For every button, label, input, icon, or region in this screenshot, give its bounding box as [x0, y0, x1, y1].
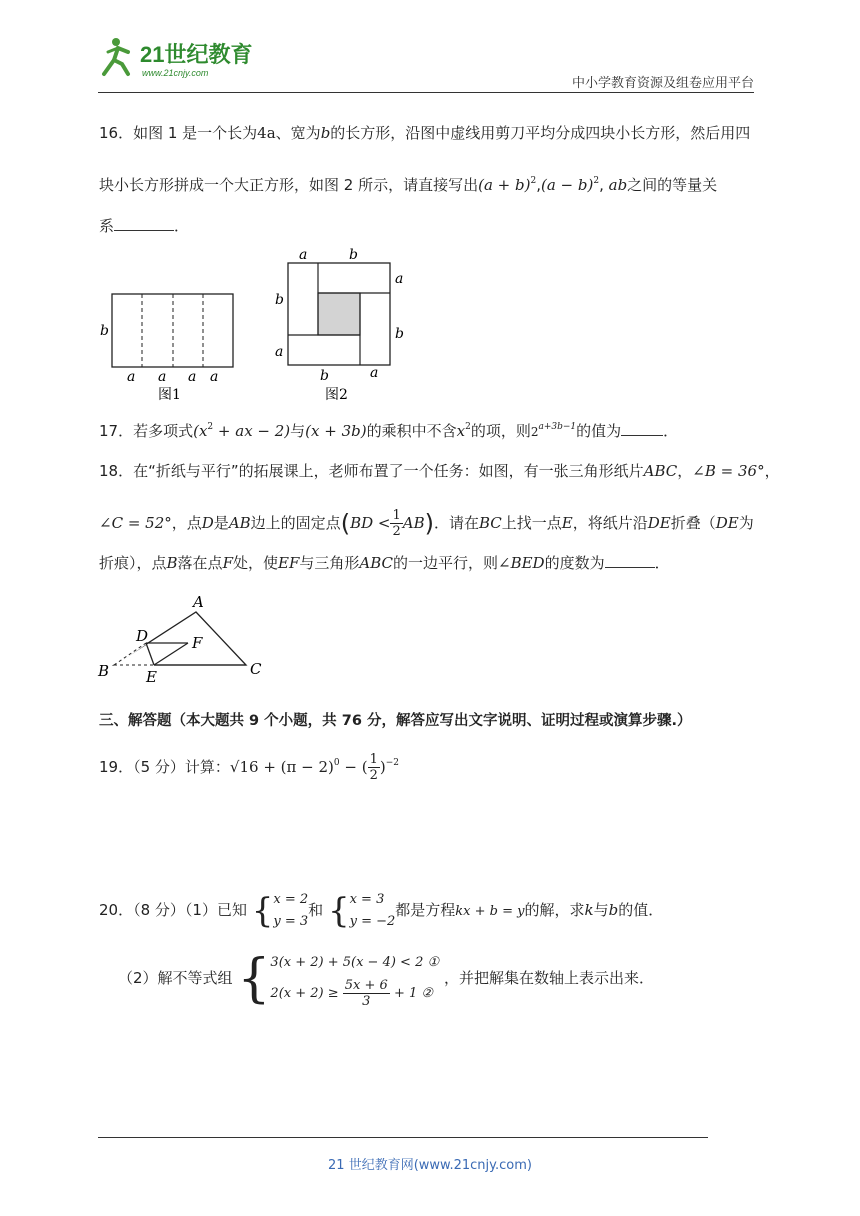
fold-line-de — [146, 643, 154, 665]
logo-text: 21世纪教育 — [140, 42, 253, 67]
fig2-label: a — [299, 247, 308, 263]
logo-url: www.21cnjy.com — [142, 68, 209, 78]
q18-line1: 18．在“折纸与平行”的拓展课上，老师布置了一个任务：如图，有一张三角形纸片ABC，∠B = 36°， — [99, 462, 780, 480]
fig2-label: a — [395, 271, 404, 287]
q20-part2: （2）解不等式组 { 3(x + 2) + 5(x − 4) < 2 ① 2(x + 2) ≥ $\frac{5x + 6}{3}$ + 1 ② ，并把解集在数轴上表示出来． — [118, 948, 654, 1009]
fraction-half: $\frac{1}{2}$ — [369, 752, 378, 783]
fig1-label-a: a — [188, 369, 197, 385]
answer-blank — [114, 216, 174, 231]
fig1-label-b: b — [100, 323, 109, 339]
fig1-label-a: a — [158, 369, 167, 385]
label-b: B — [98, 662, 110, 680]
fig2-caption: 图2 — [325, 387, 348, 403]
triangle-abc — [114, 612, 246, 665]
header-divider — [98, 92, 754, 93]
fig1-label-a: a — [127, 369, 136, 385]
fig2-shaded-square — [318, 293, 360, 335]
figure-1 — [96, 285, 246, 403]
fig1-caption: 图1 — [158, 387, 181, 403]
fig2-label: b — [349, 247, 358, 263]
answer-blank — [621, 421, 663, 436]
fig2-label: b — [275, 292, 284, 308]
figure-2 — [270, 246, 410, 404]
system-2: { x = 3 y = −2 — [327, 890, 396, 931]
q16-line3: 系 ． — [99, 217, 190, 235]
q17-line: 17．若多项式($x^2$ + ax − 2)与(x + 3b)的乘积中不含$x^2$的项，则$2^{a+3b-1}$的值为 ． — [99, 422, 679, 440]
fig1-label-a: a — [210, 369, 219, 385]
label-f: F — [192, 634, 203, 652]
label-d: D — [136, 627, 149, 645]
q16-line1: 16．如图 1 是一个长为4a、宽为b的长方形，沿图中虚线用剪刀平均分成四块小长方形，然后用四 — [99, 124, 751, 142]
fig2-label: a — [370, 365, 379, 381]
label-a: A — [193, 593, 204, 611]
fig2-label: b — [395, 326, 404, 342]
figure-triangle — [96, 590, 266, 685]
system-1: { x = 2 y = 3 — [251, 890, 309, 931]
q18-line3: 折痕），点B落在点F处，使EF与三角形ABC的一边平行，则∠BED的度数为 ． — [99, 554, 670, 572]
fraction-half: $\frac{1}{2}$ — [392, 508, 401, 539]
label-e: E — [146, 668, 157, 685]
answer-blank — [605, 553, 655, 568]
fig2-label: a — [275, 344, 284, 360]
footer-link[interactable]: 21 世纪教育网(www.21cnjy.com) — [328, 1158, 532, 1173]
section-3-title: 三、解答题（本大题共 9 个小题，共 76 分，解答应写出文字说明、证明过程或演算步骤.） — [99, 713, 692, 729]
footer-divider — [98, 1137, 708, 1138]
header-platform-text: 中小学教育资源及组卷应用平台 — [571, 76, 754, 91]
q19-line: 19．（5 分）计算：$√16 + (\pi - 2)^0$ − ( $\frac{1}{2}$ )$^{-2}$ — [99, 752, 399, 783]
runner-icon — [104, 38, 128, 74]
q20-part1: 20．（8 分）（1）已知 { x = 2 y = 3 和 { x = 3 y = −2 都是方程kx + b = y的解，求k与b的值． — [99, 890, 664, 931]
logo — [94, 34, 264, 80]
q16-line2: 块小长方形拼成一个大正方形，如图 2 所示，请直接写出$(a + b)^2,(a - b)^2$, ab之间的等量关 — [99, 176, 718, 194]
inequality-system: { 3(x + 2) + 5(x − 4) < 2 ① 2(x + 2) ≥ $\frac{5x + 6}{3}$ + 1 ② — [237, 948, 440, 1009]
folded-ef — [154, 643, 188, 665]
fig2-label: b — [320, 368, 329, 384]
q18-line2: ∠C = 52°，点D是AB边上的固定点(BD < $\frac{1}{2}$ AB)．请在BC上找一点E，将纸片沿DE折叠（DE为 — [99, 508, 754, 539]
label-c: C — [250, 660, 262, 678]
